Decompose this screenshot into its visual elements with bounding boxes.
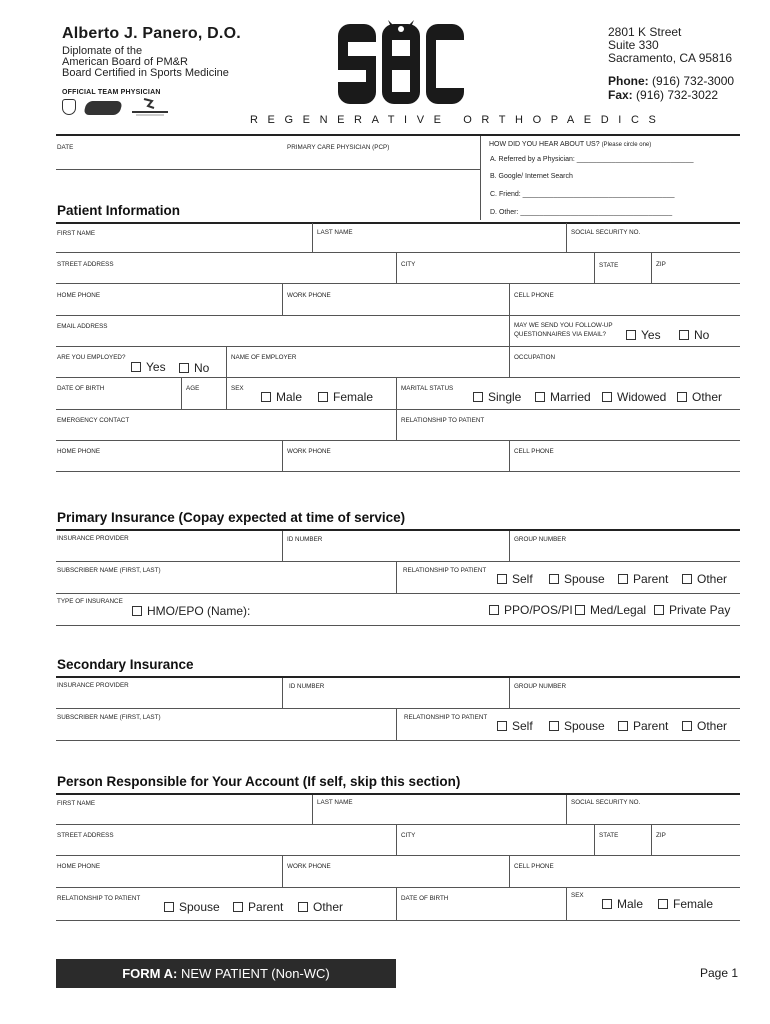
checkbox-icon[interactable] (626, 330, 636, 340)
patient-state-label: STATE (599, 262, 619, 269)
checkbox-icon[interactable] (682, 721, 692, 731)
checkbox-icon[interactable] (131, 362, 141, 372)
primary-section-title: Primary Insurance (Copay expected at time of service) (57, 510, 406, 525)
row-line (56, 252, 740, 253)
credentials-line-1: Diplomate of the (62, 45, 143, 57)
responsible-street-label: STREET ADDRESS (57, 832, 114, 839)
divider (282, 531, 283, 561)
secondary-provider-label: INSURANCE PROVIDER (57, 682, 129, 689)
employed-label: ARE YOU EMPLOYED? (57, 354, 126, 361)
divider (566, 888, 567, 920)
divider (594, 825, 595, 855)
primary-hmo-checkbox[interactable] (132, 604, 250, 618)
option-label: Other (697, 572, 728, 586)
occupation-label: OCCUPATION (514, 354, 556, 361)
followup-label-2: QUESTIONNAIRES VIA EMAIL? (514, 331, 607, 338)
sex-male-checkbox[interactable] (261, 390, 302, 404)
option-label: Self (512, 572, 533, 586)
divider (396, 410, 397, 440)
row-line (56, 471, 740, 472)
checkbox-icon[interactable] (677, 392, 687, 402)
divider (509, 284, 510, 315)
divider (396, 825, 397, 855)
team-physician-label: OFFICIAL TEAM PHYSICIAN (62, 89, 161, 96)
divider (509, 856, 510, 887)
checkbox-icon[interactable] (602, 899, 612, 909)
fax-row (608, 88, 718, 102)
row-line (56, 887, 740, 888)
page-number: Page 1 (700, 966, 739, 980)
hear-title: HOW DID YOU HEAR ABOUT US? (Please circle one) (489, 141, 652, 148)
doctor-name: Alberto J. Panero, D.O. (62, 25, 241, 42)
row-line (56, 593, 740, 594)
option-label: No (694, 328, 710, 342)
phone-row (608, 74, 734, 88)
address-line-2: Suite 330 (608, 38, 659, 52)
secondary-id-label: ID NUMBER (289, 683, 325, 690)
primary-rule (56, 529, 740, 531)
form-id: FORM A: (122, 966, 178, 981)
option-label: Single (488, 390, 522, 404)
phone-value: (916) 732-3000 (652, 74, 735, 88)
top-rule (56, 134, 740, 136)
fax-label: Fax: (608, 88, 633, 102)
responsible-home-phone-label: HOME PHONE (57, 863, 101, 870)
option-label: PPO/POS/PI (504, 603, 573, 617)
divider (396, 562, 397, 593)
responsible-parent-checkbox[interactable] (233, 900, 283, 914)
divider (594, 253, 595, 283)
top-field-line (56, 169, 480, 170)
checkbox-icon[interactable] (132, 606, 142, 616)
row-line (56, 920, 740, 921)
primary-spouse-checkbox[interactable] (549, 572, 605, 586)
row-line (56, 824, 740, 825)
checkbox-icon[interactable] (575, 605, 585, 615)
row-line (56, 440, 740, 441)
emergency-work-phone-label: WORK PHONE (287, 448, 331, 455)
divider (509, 441, 510, 471)
option-label: Married (550, 390, 591, 404)
primary-id-label: ID NUMBER (287, 536, 323, 543)
divider (396, 253, 397, 283)
divider (282, 284, 283, 315)
patient-last-name-label: LAST NAME (317, 229, 353, 236)
option-label: Female (333, 390, 374, 404)
marital-single-checkbox[interactable] (473, 390, 521, 404)
patient-street-label: STREET ADDRESS (57, 261, 114, 268)
secondary-rule (56, 676, 740, 678)
divider (651, 253, 652, 283)
divider (396, 378, 397, 409)
responsible-female-checkbox[interactable] (658, 897, 713, 911)
age-label: AGE (186, 385, 200, 392)
checkbox-icon[interactable] (473, 392, 483, 402)
hear-option-c[interactable]: C. Friend: _______________________________________ (490, 191, 675, 198)
emergency-contact-label: EMERGENCY CONTACT (57, 417, 130, 424)
option-label: Other (692, 390, 723, 404)
checkbox-icon[interactable] (179, 363, 189, 373)
address-line-1: 2801 K Street (608, 25, 682, 39)
checkbox-icon[interactable] (618, 721, 628, 731)
primary-ppo-checkbox[interactable] (489, 603, 573, 617)
divider (282, 856, 283, 887)
row-line (56, 377, 740, 378)
employed-no-checkbox[interactable] (179, 361, 209, 375)
responsible-rule (56, 793, 740, 795)
patient-first-name-label: FIRST NAME (57, 230, 96, 237)
option-label: Parent (248, 900, 284, 914)
primary-parent-checkbox[interactable] (618, 572, 668, 586)
secondary-spouse-checkbox[interactable] (549, 719, 605, 733)
sex-label: SEX (231, 385, 244, 392)
marital-widowed-checkbox[interactable] (602, 390, 666, 404)
patient-email-label: EMAIL ADDRESS (57, 323, 108, 330)
responsible-last-name-label: LAST NAME (317, 799, 353, 806)
responsible-zip-label: ZIP (656, 832, 666, 839)
credentials-line-3: Board Certified in Sports Medicine (62, 67, 229, 79)
responsible-work-phone-label: WORK PHONE (287, 863, 331, 870)
secondary-other-checkbox[interactable] (682, 719, 727, 733)
divider (509, 347, 510, 377)
checkbox-icon[interactable] (549, 574, 559, 584)
option-label: Male (617, 897, 644, 911)
checkbox-icon[interactable] (679, 330, 689, 340)
option-label: Spouse (564, 572, 605, 586)
divider (509, 678, 510, 708)
hear-option-a[interactable]: A. Referred by a Physician: ______________________________ (490, 156, 694, 163)
divider (181, 378, 182, 409)
divider (312, 223, 313, 252)
primary-group-label: GROUP NUMBER (514, 536, 567, 543)
responsible-section-title: Person Responsible for Your Account (If self, skip this section) (57, 774, 461, 789)
secondary-group-label: GROUP NUMBER (514, 683, 567, 690)
secondary-section-title: Secondary Insurance (57, 657, 194, 672)
responsible-spouse-checkbox[interactable] (164, 900, 220, 914)
marital-married-checkbox[interactable] (535, 390, 591, 404)
option-label: Spouse (564, 719, 605, 733)
responsible-male-checkbox[interactable] (602, 897, 643, 911)
responsible-ssn-label: SOCIAL SECURITY NO. (571, 799, 641, 806)
responsible-first-name-label: FIRST NAME (57, 800, 96, 807)
dob-label: DATE OF BIRTH (57, 385, 105, 392)
primary-other-checkbox[interactable] (682, 572, 727, 586)
team-shield-icon (62, 99, 76, 115)
marital-label: MARITAL STATUS (401, 385, 454, 392)
emergency-cell-phone-label: CELL PHONE (514, 448, 554, 455)
patient-work-phone-label: WORK PHONE (287, 292, 331, 299)
address-line-3: Sacramento, CA 95816 (608, 51, 733, 65)
checkbox-icon[interactable] (549, 721, 559, 731)
row-line (56, 409, 740, 410)
checkbox-icon[interactable] (658, 899, 668, 909)
hornets-logo-icon (130, 97, 170, 117)
responsible-city-label: CITY (401, 832, 416, 839)
marital-other-checkbox[interactable] (677, 390, 722, 404)
option-label: Parent (633, 572, 669, 586)
top-divider (480, 136, 481, 220)
checkbox-icon[interactable] (602, 392, 612, 402)
patient-cell-phone-label: CELL PHONE (514, 292, 554, 299)
option-label: HMO/EPO (Name): (147, 604, 251, 618)
patient-ssn-label: SOCIAL SECURITY NO. (571, 229, 641, 236)
form-description: NEW PATIENT (Non-WC) (180, 966, 330, 981)
emergency-home-phone-label: HOME PHONE (57, 448, 101, 455)
divider (396, 709, 397, 740)
responsible-dob-label: DATE OF BIRTH (401, 895, 449, 902)
checkbox-icon[interactable] (318, 392, 328, 402)
option-label: Other (313, 900, 344, 914)
responsible-state-label: STATE (599, 832, 619, 839)
hear-option-b[interactable]: B. Google/ Internet Search (490, 173, 573, 180)
divider (282, 678, 283, 708)
option-label: Male (276, 390, 303, 404)
divider (226, 347, 227, 377)
row-line (56, 855, 740, 856)
secondary-relationship-label: RELATIONSHIP TO PATIENT (404, 714, 488, 721)
divider (396, 888, 397, 920)
patient-rule (56, 222, 740, 224)
divider (226, 378, 227, 409)
pcp-label: PRIMARY CARE PHYSICIAN (PCP) (287, 144, 390, 151)
emergency-relationship-label: RELATIONSHIP TO PATIENT (401, 417, 485, 424)
patient-zip-label: ZIP (656, 261, 666, 268)
responsible-other-checkbox[interactable] (298, 900, 343, 914)
checkbox-icon[interactable] (682, 574, 692, 584)
primary-private-checkbox[interactable] (654, 603, 730, 617)
option-label: Other (697, 719, 728, 733)
responsible-sex-label: SEX (571, 892, 584, 899)
row-line (56, 346, 740, 347)
checkbox-icon[interactable] (233, 902, 243, 912)
row-line (56, 708, 740, 709)
checkbox-icon[interactable] (261, 392, 271, 402)
primary-subscriber-label: SUBSCRIBER NAME (FIRST, LAST) (57, 567, 161, 574)
employed-yes-checkbox[interactable] (131, 360, 166, 374)
secondary-self-checkbox[interactable] (497, 719, 533, 733)
option-label: No (194, 361, 210, 375)
followup-no-checkbox[interactable] (679, 328, 709, 342)
primary-self-checkbox[interactable] (497, 572, 533, 586)
followup-label-1: MAY WE SEND YOU FOLLOW-UP (514, 322, 613, 329)
patient-city-label: CITY (401, 261, 416, 268)
row-line (56, 315, 740, 316)
credentials-line-2: American Board of PM&R (62, 56, 188, 68)
option-label: Med/Legal (590, 603, 647, 617)
team-logo-icon (83, 101, 123, 115)
divider (509, 531, 510, 561)
row-line (56, 740, 740, 741)
divider (651, 825, 652, 855)
checkbox-icon[interactable] (497, 721, 507, 731)
row-line (56, 561, 740, 562)
checkbox-icon[interactable] (535, 392, 545, 402)
option-label: Widowed (617, 390, 667, 404)
option-label: Private Pay (669, 603, 731, 617)
tagline: REGENERATIVE ORTHOPAEDICS (250, 114, 666, 126)
divider (509, 316, 510, 346)
primary-medlegal-checkbox[interactable] (575, 603, 646, 617)
employer-label: NAME OF EMPLOYER (231, 354, 297, 361)
row-line (56, 283, 740, 284)
hear-option-d[interactable]: D. Other: _______________________________________ (490, 209, 673, 216)
checkbox-icon[interactable] (489, 605, 499, 615)
form-footer-label (56, 959, 396, 988)
option-label: Self (512, 719, 533, 733)
option-label: Yes (641, 328, 661, 342)
followup-yes-checkbox[interactable] (626, 328, 661, 342)
secondary-subscriber-label: SUBSCRIBER NAME (FIRST, LAST) (57, 714, 161, 721)
primary-provider-label: INSURANCE PROVIDER (57, 535, 129, 542)
checkbox-icon[interactable] (497, 574, 507, 584)
patient-home-phone-label: HOME PHONE (57, 292, 101, 299)
option-label: Spouse (179, 900, 220, 914)
date-label: DATE (57, 144, 74, 151)
responsible-cell-phone-label: CELL PHONE (514, 863, 554, 870)
checkbox-icon[interactable] (164, 902, 174, 912)
checkbox-icon[interactable] (298, 902, 308, 912)
primary-relationship-label: RELATIONSHIP TO PATIENT (403, 567, 487, 574)
sac-logo (338, 18, 464, 108)
phone-label: Phone: (608, 74, 649, 88)
fax-value: (916) 732-3022 (636, 88, 719, 102)
checkbox-icon[interactable] (654, 605, 664, 615)
secondary-parent-checkbox[interactable] (618, 719, 668, 733)
primary-type-label: TYPE OF INSURANCE (57, 598, 123, 605)
sex-female-checkbox[interactable] (318, 390, 373, 404)
row-line (56, 625, 740, 626)
divider (566, 795, 567, 824)
option-label: Parent (633, 719, 669, 733)
checkbox-icon[interactable] (618, 574, 628, 584)
patient-section-title: Patient Information (57, 203, 181, 218)
divider (566, 223, 567, 252)
divider (312, 795, 313, 824)
option-label: Female (673, 897, 714, 911)
responsible-relationship-label: RELATIONSHIP TO PATIENT (57, 895, 141, 902)
divider (282, 441, 283, 471)
option-label: Yes (146, 360, 166, 374)
